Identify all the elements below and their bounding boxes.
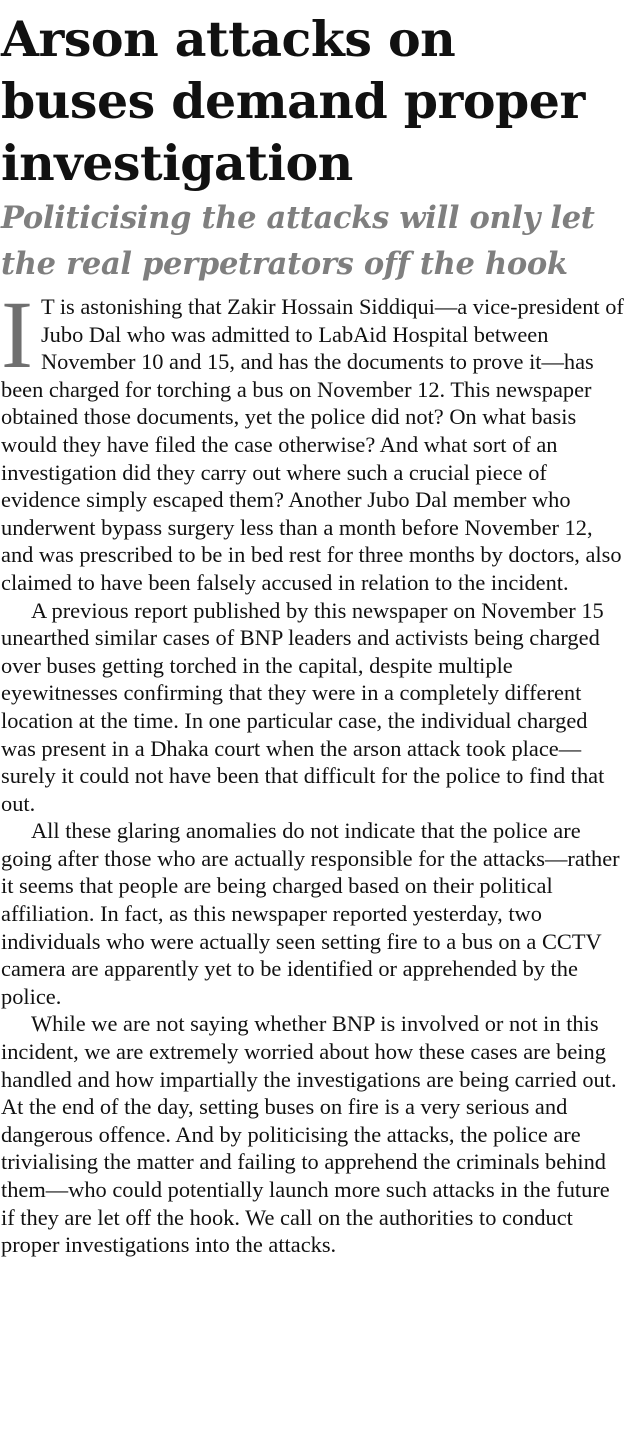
drop-cap: I [1, 281, 33, 388]
paragraph-2: A previous report published by this newspaper on November 15 unearthed similar cases of BNP leaders and activists being charged over buses getting torched in the capital, despite multiple eyewitnesses confirming that they were in a completely different location at the time. In one particular case, the individual charged was present in a Dhaka court when the arson attack took place—surely it could not have been that difficult for the police to find that out. [1, 597, 605, 816]
paragraph-1-text: T is astonishing that Zakir Hossain Siddiqui—a vice-president of Jubo Dal who was admitted to LabAid Hospital between November 10 and 15, and has the documents to prove it—has been charged for torching a bus on November 12. This newspaper obtained those documents, yet the police did not? On what basis would they have filed the case otherwise? And what sort of an investigation did they carry out where such a crucial piece of evidence simply escaped them? Another Jubo Dal member who underwent bypass surgery less than a month before November 12, and was prescribed to be in bed rest for three months by doctors, also claimed to have been falsely accused in relation to the incident. [1, 294, 624, 595]
editorial-article [1, 0, 625, 1259]
paragraph-3: All these glaring anomalies do not indicate that the police are going after those who are actually responsible for the attacks—rather it seems that people are being charged based on their political affiliation. In fact, as this newspaper reported yesterday, two individuals who were actually seen setting fire to a bus on a CCTV camera are apparently yet to be identified or apprehended by the police. [1, 818, 620, 1009]
headline: Arson attacks on buses demand proper investigation [1, 10, 585, 192]
paragraph-1 [1, 281, 625, 597]
article-body [1, 281, 625, 1259]
subheadline: Politicising the attacks will only let the real perpetrators off the hook [1, 200, 595, 282]
paragraph-4: While we are not saying whether BNP is involved or not in this incident, we are extremely worried about how these cases are being handled and how impartially the investigations are being carried out. At the end of the day, setting buses on fire is a very serious and dangerous offence. And by politicising the attacks, the police are trivialising the matter and failing to apprehend the criminals behind them—who could potentially launch more such attacks in the future if they are let off the hook. We call on the authorities to conduct proper investigations into the attacks. [1, 1011, 617, 1258]
